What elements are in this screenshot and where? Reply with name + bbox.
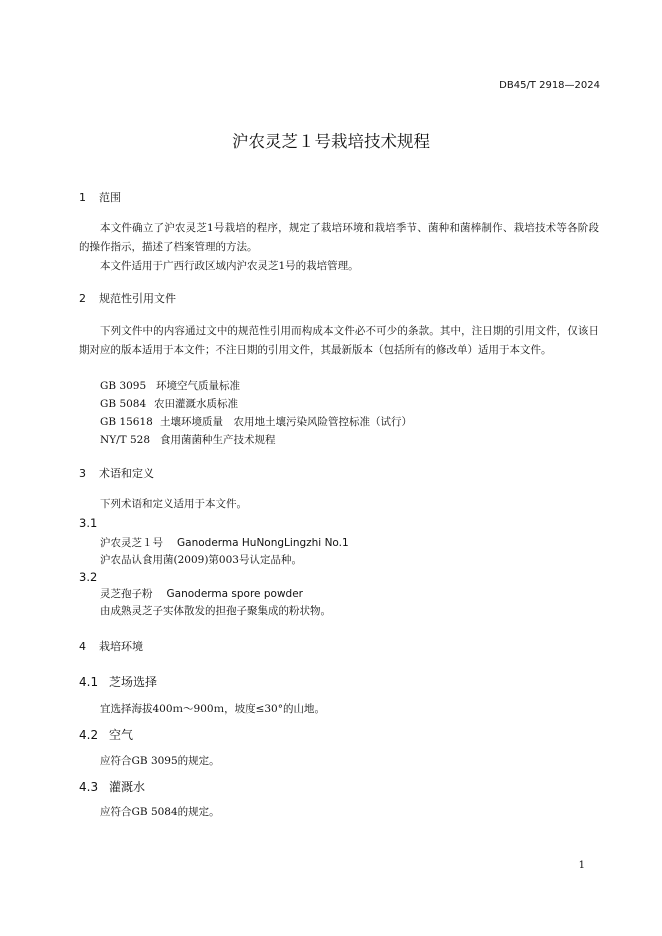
reference-item — [100, 396, 238, 411]
subsection-title: 空气 — [109, 728, 134, 742]
reference-code: GB 5084 — [100, 398, 147, 410]
reference-title: 农田灌溉水质标准 — [154, 398, 238, 410]
term-chinese: 灵芝孢子粉 — [100, 588, 153, 600]
subsection-4-2-text: 应符合GB 3095的规定。 — [100, 755, 220, 767]
subsection-4-1-text: 宜选择海拔400ｍ～900ｍ，坡度≤30°的山地。 — [100, 703, 325, 715]
subsection-number: 4.1 — [79, 675, 99, 689]
document-code: DB45/T 2918—2024 — [499, 80, 600, 91]
section-1-heading — [79, 189, 121, 205]
term-number: 3.2 — [79, 570, 98, 584]
subsection-number: 4.3 — [79, 780, 99, 794]
subsection-title: 灌溉水 — [109, 780, 146, 794]
section-number: 2 — [79, 292, 86, 305]
reference-item — [100, 414, 412, 429]
section-title: 规范性引用文件 — [99, 292, 176, 305]
subsection-4-3-heading — [79, 778, 145, 795]
page-number: 1 — [578, 860, 585, 871]
reference-title: 环境空气质量标准 — [156, 380, 240, 392]
subsection-4-1-heading — [79, 673, 157, 690]
section-1-paragraph-1: 本文件确立了沪农灵芝1号栽培的程序，规定了栽培环境和栽培季节、菌种和菌棒制作、栽培技术等各阶段的操作指示，描述了档案管理的方法。 — [79, 222, 599, 253]
reference-code: GB 15618 — [100, 416, 153, 428]
section-title: 栽培环境 — [99, 640, 143, 653]
page-title: 沪农灵芝１号栽培技术规程 — [232, 132, 430, 151]
reference-title: 土壤环境质量 农用地土壤污染风险管控标准（试行） — [160, 416, 412, 428]
term-english: Ganoderma spore powder — [166, 588, 303, 600]
section-2-heading — [79, 290, 176, 306]
reference-title: 食用菌菌种生产技术规程 — [160, 434, 276, 446]
section-1-paragraph-2: 本文件适用于广西行政区域内沪农灵芝1号的栽培管理。 — [100, 260, 359, 272]
section-number: 4 — [79, 640, 86, 653]
reference-item — [100, 378, 240, 393]
term-entry — [100, 586, 303, 601]
section-title: 范围 — [99, 191, 121, 204]
reference-code: NY/T 528 — [100, 434, 151, 446]
section-4-heading — [79, 638, 143, 654]
section-3-heading — [79, 465, 154, 481]
section-number: 1 — [79, 191, 86, 204]
section-3-paragraph-1: 下列术语和定义适用于本文件。 — [100, 498, 247, 510]
subsection-title: 芝场选择 — [109, 675, 158, 689]
subsection-4-3-text: 应符合GB 5084的规定。 — [100, 806, 220, 818]
term-chinese: 沪农灵芝１号 — [100, 537, 163, 549]
section-number: 3 — [79, 467, 86, 480]
term-english: Ganoderma HuNongLingzhi No.1 — [177, 537, 349, 549]
term-definition: 沪农品认食用菌(2009)第003号认定品种。 — [100, 554, 302, 566]
term-entry — [100, 535, 349, 550]
term-number: 3.1 — [79, 516, 98, 530]
reference-code: GB 3095 — [100, 380, 147, 392]
term-definition: 由成熟灵芝子实体散发的担孢子聚集成的粉状物。 — [100, 605, 331, 617]
section-title: 术语和定义 — [99, 467, 154, 480]
section-2-paragraph-1: 下列文件中的内容通过文中的规范性引用而构成本文件必不可少的条款。其中，注日期的引用文件，仅该日期对应的版本适用于本文件；不注日期的引用文件，其最新版本（包括所有的修改单）适用于本文件。 — [79, 325, 599, 356]
subsection-4-2-heading — [79, 726, 133, 743]
subsection-number: 4.2 — [79, 728, 99, 742]
reference-item — [100, 432, 276, 447]
